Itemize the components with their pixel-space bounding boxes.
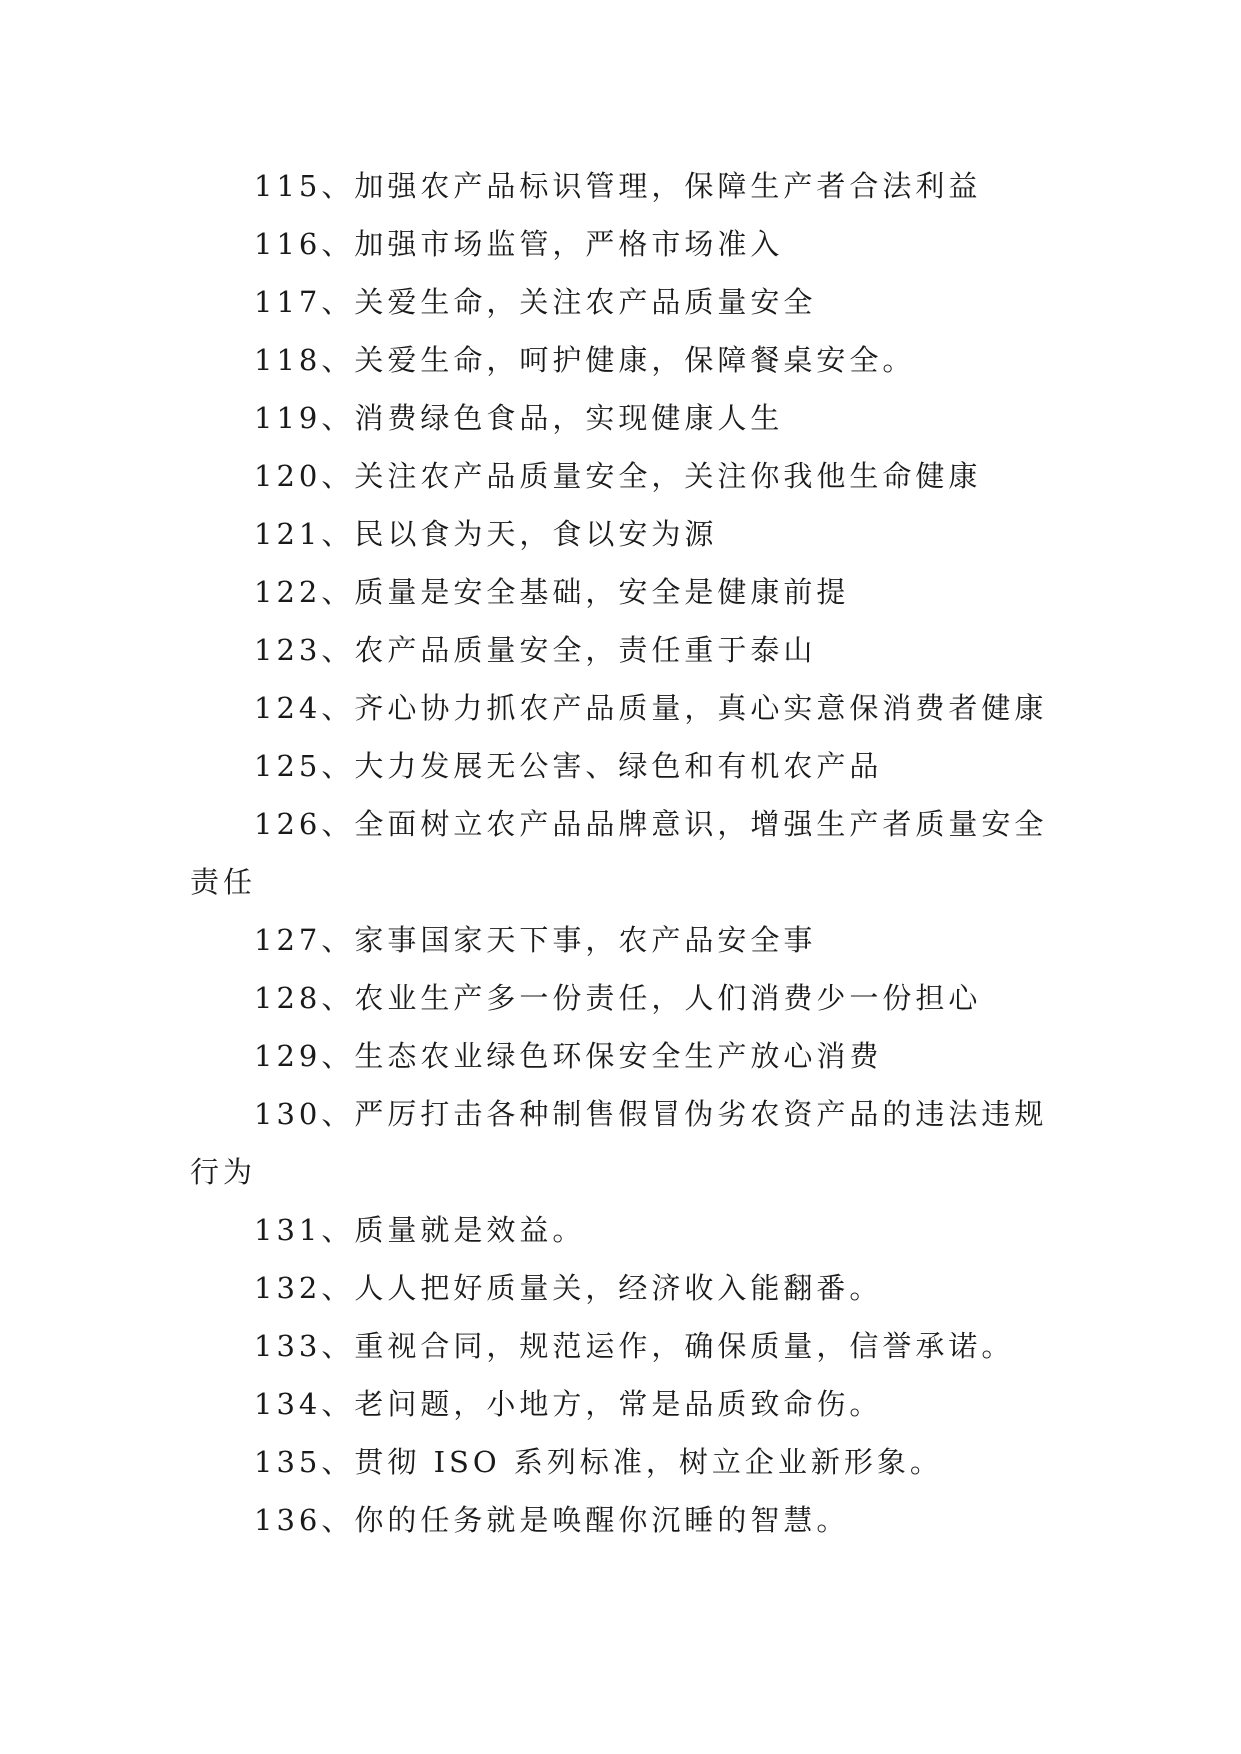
slogan-item-125: 125、大力发展无公害、绿色和有机农产品 [254,749,883,783]
slogan-item-120: 120、关注农产品质量安全，关注你我他生命健康 [254,459,982,493]
slogan-list [190,157,1056,1549]
slogan-item-116: 116、加强市场监管，严格市场准入 [254,227,784,261]
slogan-item-124: 124、齐心协力抓农产品质量，真心实意保消费者健康 [254,691,1048,725]
slogan-item-118: 118、关爱生命，呵护健康，保障餐桌安全。 [254,343,916,377]
slogan-item-127: 127、家事国家天下事，农产品安全事 [254,923,817,957]
slogan-item-128: 128、农业生产多一份责任，人们消费少一份担心 [254,981,982,1015]
slogan-item-115: 115、加强农产品标识管理，保障生产者合法利益 [254,169,982,203]
slogan-item-130: 130、严厉打击各种制售假冒伪劣农资产品的违法违规行为 [190,1097,1048,1189]
slogan-item-135: 135、贯彻 ISO 系列标准，树立企业新形象。 [254,1445,943,1479]
slogan-item-129: 129、生态农业绿色环保安全生产放心消费 [254,1039,883,1073]
slogan-item-134: 134、老问题，小地方，常是品质致命伤。 [254,1387,883,1421]
slogan-item-121: 121、民以食为天，食以安为源 [254,517,718,551]
slogan-item-136: 136、你的任务就是唤醒你沉睡的智慧。 [254,1503,850,1537]
slogan-item-126: 126、全面树立农产品品牌意识，增强生产者质量安全责任 [190,807,1048,899]
slogan-item-123: 123、农产品质量安全，责任重于泰山 [254,633,817,667]
slogan-item-133: 133、重视合同，规范运作，确保质量，信誉承诺。 [254,1329,1015,1363]
slogan-item-131: 131、质量就是效益。 [254,1213,586,1247]
slogan-item-132: 132、人人把好质量关，经济收入能翻番。 [254,1271,883,1305]
slogan-item-119: 119、消费绿色食品，实现健康人生 [254,401,784,435]
slogan-item-122: 122、质量是安全基础，安全是健康前提 [254,575,850,609]
slogan-item-117: 117、关爱生命，关注农产品质量安全 [254,285,817,319]
